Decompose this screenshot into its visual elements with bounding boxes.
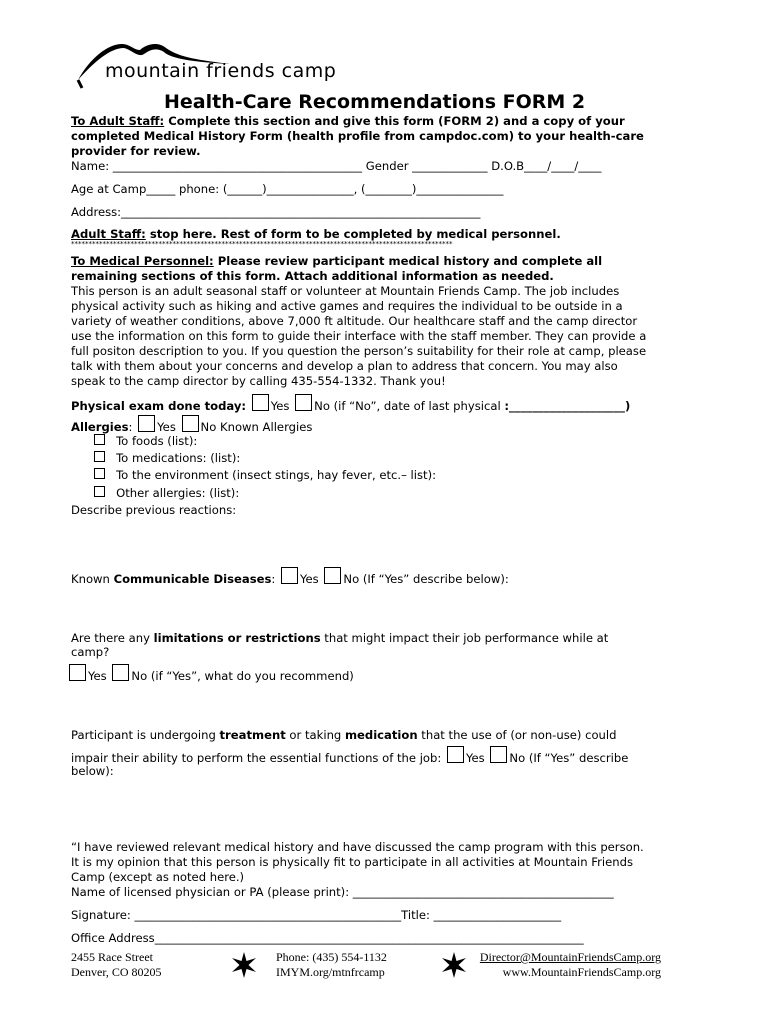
adult-staff-stop-label: Adult Staff: [71, 227, 146, 241]
communicable-row [71, 567, 509, 586]
physical-exam-label: Physical exam done today: [71, 399, 247, 413]
allergy-environment-checkbox[interactable] [94, 468, 105, 479]
footer-imym[interactable]: IMYM.org/mtnfrcamp [276, 965, 385, 979]
physician-name-field[interactable]: Name of licensed physician or PA (please print): _____________________________________________ [71, 885, 614, 899]
footer-website[interactable]: www.MountainFriendsCamp.org [502, 965, 661, 979]
medical-label: To Medical Personnel: [71, 254, 214, 268]
limitations-yes-label: Yes [88, 669, 107, 683]
footer-address-line-2: Denver, CO 80205 [71, 965, 162, 979]
treatment-yes-checkbox[interactable] [447, 746, 464, 763]
office-address-field[interactable]: Office Address__________________________________________________________________________ [71, 931, 584, 945]
limitations-no-label: No (if “Yes”, what do you recommend) [131, 669, 354, 683]
logo-text: mountain friends camp [105, 60, 337, 82]
allergies-row [71, 415, 312, 434]
limitations-suffix: that might impact their job performance while at [320, 631, 609, 645]
communicable-yes-label: Yes [300, 572, 319, 586]
separator: ************************************************************************************************************* [71, 240, 453, 248]
treatment-no-label: No (If “Yes” describe [509, 751, 629, 765]
limitations-prefix: Are there any [71, 631, 154, 645]
adult-staff-stop-text: stop here. Rest of form to be completed by medical personnel. [145, 227, 561, 241]
medication-bold: medication [344, 728, 418, 742]
star-icon [230, 952, 258, 978]
page-title: Health-Care Recommendations FORM 2 [164, 91, 586, 113]
age-phone-field[interactable]: Age at Camp_____ phone: (______)_______________, (________)_______________ [71, 182, 504, 196]
physical-exam-no-checkbox[interactable] [295, 394, 312, 411]
treatment-question [71, 728, 617, 742]
communicable-no-checkbox[interactable] [324, 567, 341, 584]
allergy-option [94, 468, 436, 482]
communicable-no-label: No (If “Yes” describe below): [343, 572, 509, 586]
describe-reactions-label: Describe previous reactions: [71, 503, 237, 517]
adult-staff-instruction-2: completed Medical History Form (health profile from campdoc.com) to your health-care [71, 129, 644, 143]
star-icon [440, 952, 468, 978]
footer-address-line-1: 2455 Race Street [71, 950, 153, 964]
treatment-line2-text: impair their ability to perform the essential functions of the job: [71, 751, 442, 765]
allergy-option [94, 451, 240, 465]
no-known-allergies-checkbox[interactable] [182, 415, 199, 432]
adult-staff-instructions [71, 114, 701, 159]
limitations-options [69, 664, 354, 683]
allergies-yes-label: Yes [157, 420, 176, 434]
medical-body [71, 284, 711, 389]
adult-staff-label: To Adult Staff: [71, 114, 165, 128]
physical-exam-date-field[interactable]: ____________________ [509, 399, 625, 413]
footer-web [471, 950, 661, 980]
allergy-environment-label: To the environment (insect stings, hay fever, etc.– list): [116, 468, 437, 482]
footer-email-link[interactable]: Director@MountainFriendsCamp.org [479, 950, 661, 964]
adult-staff-instruction-3: provider for review. [71, 144, 201, 158]
limitations-question [71, 631, 608, 645]
logo [70, 38, 390, 90]
treatment-line3: below): [71, 764, 114, 778]
body-line: talk with them about your concerns and develop a plan to address that concern. You may also [71, 359, 618, 373]
footer-contact [276, 950, 387, 980]
allergies-yes-checkbox[interactable] [138, 415, 155, 432]
allergy-other-label: Other allergies: (list): [116, 486, 240, 500]
physical-exam-colon: : [504, 399, 509, 413]
body-line: speak to the camp director by calling 435-554-1332. Thank you! [71, 374, 446, 388]
no-known-allergies-label: No Known Allergies [200, 420, 313, 434]
communicable-colon: : [271, 572, 276, 586]
treatment-mid: or taking [285, 728, 345, 742]
limitations-no-checkbox[interactable] [112, 664, 129, 681]
allergy-option [94, 486, 239, 500]
treatment-line2 [71, 746, 628, 765]
statement-line: “I have reviewed relevant medical history and have discussed the camp program with this person. [71, 840, 644, 854]
allergies-colon: : [128, 420, 133, 434]
treatment-no-checkbox[interactable] [490, 746, 507, 763]
body-line: variety of weather conditions, above 7,000 ft altitude. Our healthcare staff and the camp director [71, 314, 638, 328]
physical-exam-close: ) [624, 399, 631, 413]
footer-address [71, 950, 162, 980]
limitations-line2: camp? [71, 645, 110, 659]
adult-staff-stop [71, 227, 561, 241]
physical-exam-yes-checkbox[interactable] [252, 394, 269, 411]
physical-exam-yes-label: Yes [270, 399, 290, 413]
medical-instruction-2: remaining sections of this form. Attach additional information as needed. [71, 269, 554, 283]
allergy-medication-checkbox[interactable] [94, 451, 105, 462]
body-line: use the information on this form to guide their interface with the staff member. They can provide a [71, 329, 647, 343]
allergy-option [94, 434, 197, 448]
address-field[interactable]: Address:______________________________________________________________ [71, 205, 481, 219]
limitations-bold: limitations or restrictions [153, 631, 321, 645]
allergy-medication-label: To medications: (list): [116, 451, 241, 465]
physician-statement [71, 840, 711, 885]
name-gender-dob-field[interactable]: Name: ___________________________________________ Gender _____________ D.O.B____/____/____ [71, 159, 602, 173]
treatment-prefix: Participant is undergoing [71, 728, 220, 742]
allergy-other-checkbox[interactable] [94, 486, 105, 497]
treatment-bold: treatment [219, 728, 286, 742]
statement-line: It is my opinion that this person is physically fit to participate in all activities at Mountain Friends [71, 855, 633, 869]
allergies-label: Allergies [71, 420, 129, 434]
physical-exam-row [71, 394, 630, 413]
communicable-label: Communicable Diseases [113, 572, 272, 586]
medical-instructions [71, 254, 701, 284]
communicable-prefix: Known [71, 572, 114, 586]
allergy-food-label: To foods (list): [116, 434, 198, 448]
limitations-yes-checkbox[interactable] [69, 664, 86, 681]
footer-phone: Phone: (435) 554-1132 [276, 950, 387, 964]
treatment-yes-label: Yes [465, 751, 485, 765]
allergy-food-checkbox[interactable] [94, 434, 105, 445]
statement-line: Camp (except as noted here.) [71, 870, 245, 884]
communicable-yes-checkbox[interactable] [281, 567, 298, 584]
physical-exam-no-label: No (if “No”, date of last physical [314, 399, 505, 413]
body-line: physical activity such as hiking and active games and requires the individual to be outside in a [71, 299, 623, 313]
medical-instruction-1: Please review participant medical history and complete all [213, 254, 603, 268]
body-line: This person is an adult seasonal staff or volunteer at Mountain Friends Camp. The job includes [71, 284, 620, 298]
body-line: full positon description to you. If you question the person’s suitability for their role at camp, please [71, 344, 647, 358]
adult-staff-instruction-1: Complete this section and give this form (FORM 2) and a copy of your [164, 114, 625, 128]
treatment-suffix: that the use of (or non-use) could [417, 728, 617, 742]
signature-title-field[interactable]: Signature: ______________________________________________Title: ______________________ [71, 908, 562, 922]
